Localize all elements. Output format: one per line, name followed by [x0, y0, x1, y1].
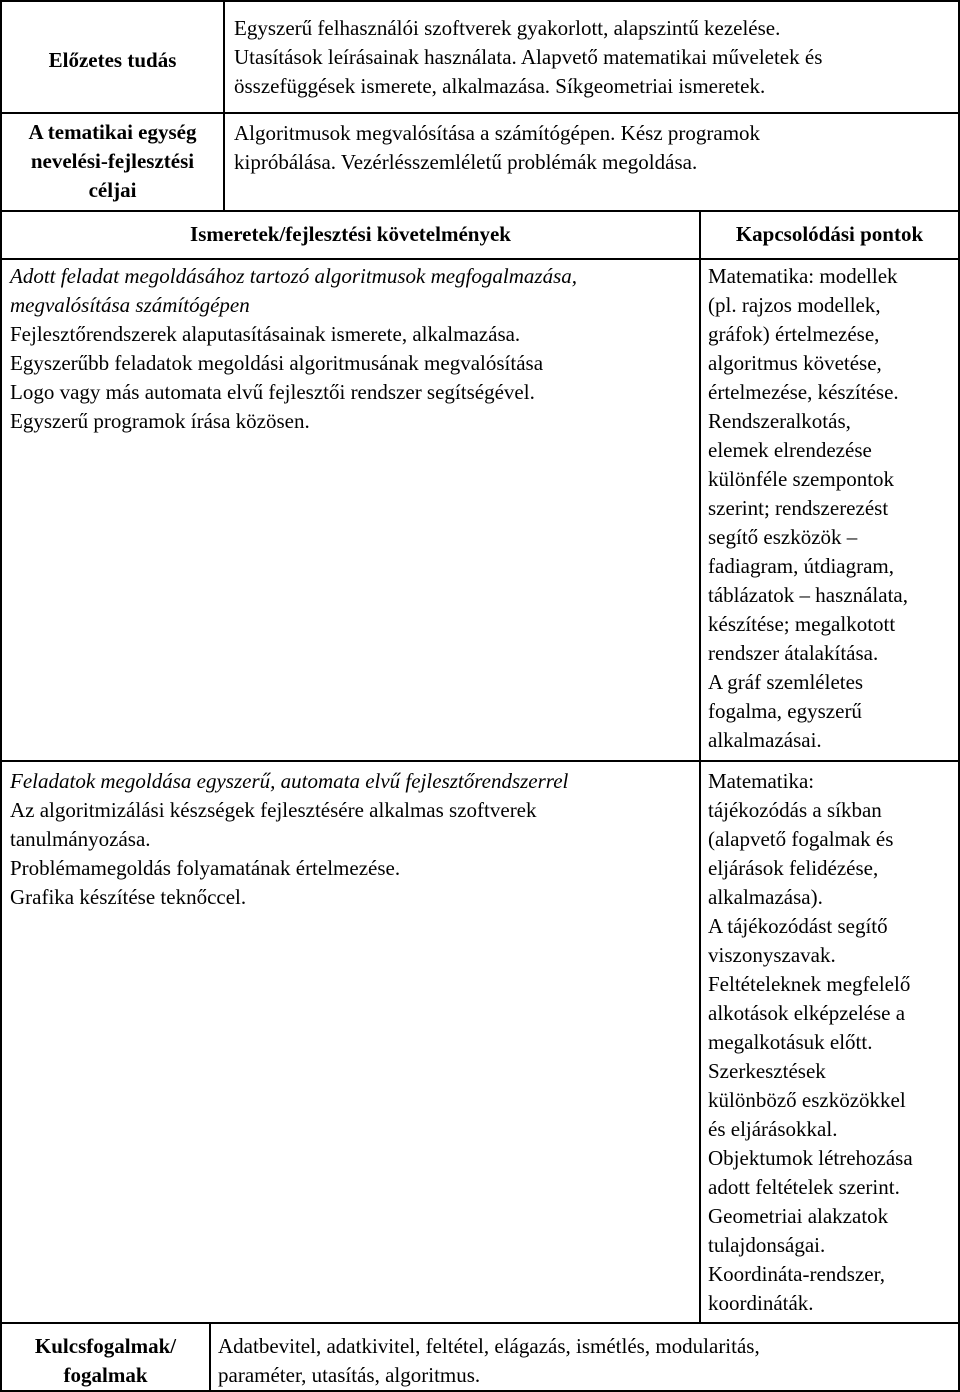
- text-line: Algoritmusok megvalósítása a számítógépen. Kész programok: [234, 121, 761, 145]
- text-line: (alapvető fogalmak és: [708, 827, 894, 851]
- connections-block-2: [708, 767, 956, 1318]
- text-line: adott feltételek szerint.: [708, 1175, 900, 1199]
- text-line: összefüggések ismerete, alkalmazása. Síkgeometriai ismeretek.: [234, 74, 766, 98]
- text-line: Egyszerű programok írása közösen.: [10, 409, 310, 433]
- text-line: Adatbevitel, adatkivitel, feltétel, elágazás, ismétlés, modularitás,: [218, 1334, 760, 1358]
- text-line: algoritmus követése,: [708, 351, 882, 375]
- text-line: Egyszerű felhasználói szoftverek gyakorlott, alapszintű kezelése.: [234, 16, 781, 40]
- text-line: A gráf szemléletes: [708, 670, 864, 694]
- text-line: táblázatok – használata,: [708, 583, 908, 607]
- row-divider-3: [0, 258, 960, 260]
- prior-knowledge-text: [234, 14, 956, 101]
- text-line: Rendszeralkotás,: [708, 409, 851, 433]
- text-line: különféle szempontok: [708, 467, 895, 491]
- text-line: Grafika készítése teknőccel.: [10, 885, 247, 909]
- text-line: rendszer átalakítása.: [708, 641, 879, 665]
- text-line: Matematika: modellek: [708, 264, 898, 288]
- text-line: alkotások elképzelése a: [708, 1001, 906, 1025]
- col-divider-label-top: [223, 0, 225, 212]
- connections-block-1: [708, 262, 956, 755]
- key-concepts-text: [218, 1332, 956, 1390]
- text-line: paraméter, utasítás, algoritmus.: [218, 1363, 481, 1387]
- label-line: A tematikai egység: [28, 120, 197, 144]
- label-line: céljai: [88, 178, 137, 202]
- col-divider-label-bottom: [209, 1322, 211, 1392]
- text-line: tájékozódás a síkban: [708, 798, 882, 822]
- text-line: Szerkesztések: [708, 1059, 826, 1083]
- text-line: Koordináta-rendszer,: [708, 1262, 885, 1286]
- label-line: fogalmak: [63, 1363, 148, 1387]
- text-line: kipróbálása. Vezérlésszemléletű problémák megoldása.: [234, 150, 698, 174]
- col-divider-connections: [699, 210, 701, 1324]
- text-line: alkalmazásai.: [708, 728, 822, 752]
- text-line: tanulmányozása.: [10, 827, 151, 851]
- label-line: Kulcsfogalmak/: [34, 1334, 177, 1358]
- text-line: Feltételeknek megfelelő: [708, 972, 911, 996]
- text-line: Az algoritmizálási készségek fejlesztésére alkalmas szoftverek: [10, 798, 537, 822]
- text-line: szerint; rendszerezést: [708, 496, 889, 520]
- row-divider-4: [0, 760, 960, 762]
- requirements-block-2: [10, 767, 698, 912]
- goals-text: [234, 119, 956, 177]
- text-line: koordináták.: [708, 1291, 814, 1315]
- text-line: fogalma, egyszerű: [708, 699, 862, 723]
- label-line: nevelési-fejlesztési: [30, 149, 195, 173]
- topic-title-line: Adott feladat megoldásához tartozó algoritmusok megfogalmazása,: [10, 264, 577, 288]
- text-line: Fejlesztőrendszerek alaputasításainak ismerete, alkalmazása.: [10, 322, 521, 346]
- text-line: A tájékozódást segítő: [708, 914, 888, 938]
- text-line: fadiagram, útdiagram,: [708, 554, 895, 578]
- text-line: és eljárásokkal.: [708, 1117, 838, 1141]
- row-divider-2: [0, 210, 960, 212]
- connections-header: Kapcsolódási pontok: [735, 222, 924, 246]
- row-divider-1: [0, 112, 960, 114]
- key-concepts-label: [2, 1332, 209, 1390]
- text-line: megalkotásuk előtt.: [708, 1030, 873, 1054]
- table-border-top: [0, 0, 960, 2]
- text-line: Egyszerűbb feladatok megoldási algoritmusának megvalósítása: [10, 351, 544, 375]
- row-divider-5: [0, 1322, 960, 1324]
- text-line: Logo vagy más automata elvű fejlesztői rendszer segítségével.: [10, 380, 535, 404]
- prior-knowledge-label: Előzetes tudás: [48, 48, 177, 72]
- requirements-block-1: [10, 262, 698, 436]
- text-line: tulajdonságai.: [708, 1233, 826, 1257]
- text-line: különböző eszközökkel: [708, 1088, 906, 1112]
- text-line: értelmezése, készítése.: [708, 380, 899, 404]
- text-line: Problémamegoldás folyamatának értelmezése.: [10, 856, 401, 880]
- topic-title-line: megvalósítása számítógépen: [10, 293, 250, 317]
- requirements-header: Ismeretek/fejlesztési követelmények: [190, 222, 511, 246]
- text-line: alkalmazása).: [708, 885, 823, 909]
- goals-label: [2, 118, 223, 205]
- text-line: eljárások felidézése,: [708, 856, 879, 880]
- text-line: segítő eszközök –: [708, 525, 858, 549]
- text-line: elemek elrendezése: [708, 438, 872, 462]
- text-line: Geometriai alakzatok: [708, 1204, 889, 1228]
- text-line: Utasítások leírásainak használata. Alapvető matematikai műveletek és: [234, 45, 823, 69]
- text-line: Matematika:: [708, 769, 815, 793]
- text-line: készítése; megalkotott: [708, 612, 896, 636]
- text-line: viszonyszavak.: [708, 943, 836, 967]
- topic-title-line: Feladatok megoldása egyszerű, automata elvű fejlesztőrendszerrel: [10, 769, 569, 793]
- table-border-left: [0, 0, 2, 1392]
- text-line: Objektumok létrehozása: [708, 1146, 913, 1170]
- text-line: (pl. rajzos modellek,: [708, 293, 881, 317]
- text-line: gráfok) értelmezése,: [708, 322, 880, 346]
